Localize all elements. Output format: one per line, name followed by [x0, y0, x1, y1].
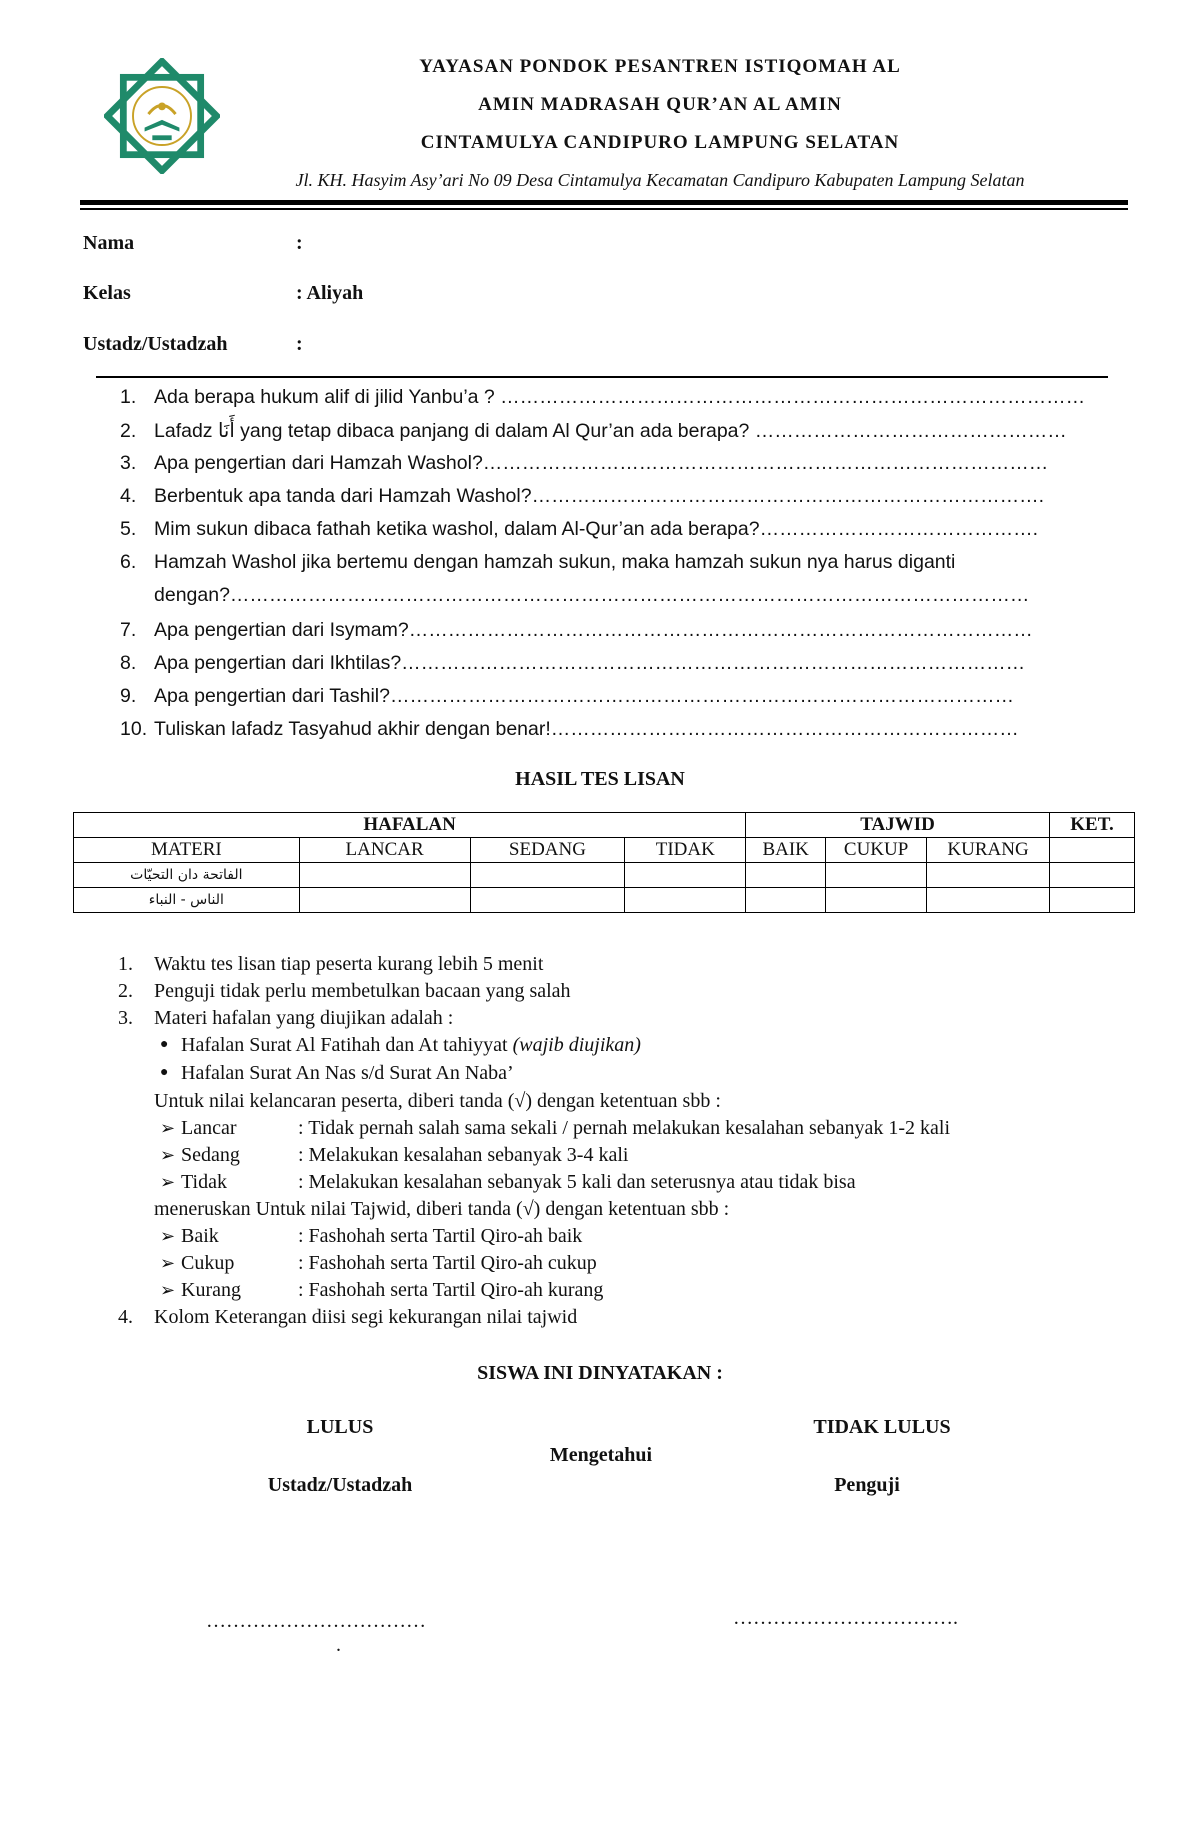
criteria-label-cukup: Cukup: [181, 1252, 235, 1274]
col-materi: MATERI: [74, 838, 300, 863]
cell-kurang[interactable]: [927, 888, 1050, 913]
criteria-desc-sedang: : Melakukan kesalahan sebanyak 3-4 kali: [298, 1144, 629, 1166]
materi-nas-naba: الناس - النباء: [74, 888, 300, 913]
question-item: 8. Apa pengertian dari Ikhtilas?……………………………………………………………………………………: [120, 652, 1026, 674]
question-item: 10. Tuliskan lafadz Tasyahud akhir dengan benar!………………………………………………………………: [120, 718, 1019, 740]
cell-kurang[interactable]: [927, 863, 1050, 888]
question-item: 5. Mim sukun dibaca fathah ketika washol, dalam Al-Qur’an ada berapa?…………………………………….: [120, 518, 1038, 540]
cell-lancar[interactable]: [299, 888, 470, 913]
kelas-label: Kelas: [83, 282, 131, 304]
ustadz-label: Ustadz/Ustadzah: [83, 333, 228, 355]
bullet-icon: ●: [160, 1037, 169, 1052]
table-row: [74, 863, 1135, 888]
cell-ket[interactable]: [1050, 863, 1135, 888]
cell-tidak[interactable]: [625, 888, 746, 913]
question-item: 3. Apa pengertian dari Hamzah Washol?……………………………………………………………………………: [120, 452, 1049, 474]
col-ket: KET.: [1050, 813, 1135, 838]
ustadz-signatory: Ustadz/Ustadzah: [267, 1474, 413, 1496]
materi-fatihah-tahiyyat: الفاتحة دان التحيّات: [74, 863, 300, 888]
table-group-row: [74, 813, 1135, 838]
note-number: 1.: [118, 953, 133, 975]
col-cukup: CUKUP: [826, 838, 927, 863]
question-item: 4. Berbentuk apa tanda dari Hamzah Washol?…………………………………………………………………….: [120, 485, 1045, 507]
nama-field[interactable]: :: [296, 232, 303, 254]
result-title: SISWA INI DINYATAKAN :: [477, 1362, 723, 1384]
cell-baik[interactable]: [746, 888, 826, 913]
ustadz-field[interactable]: :: [296, 333, 303, 355]
criteria-label-kurang: Kurang: [181, 1279, 241, 1301]
header-divider-thin: [80, 208, 1128, 210]
nama-label: Nama: [83, 232, 135, 254]
oral-test-title: HASIL TES LISAN: [515, 768, 685, 790]
criteria-label-tidak: Tidak: [181, 1171, 227, 1193]
arrow-right-icon: ➢: [160, 1172, 176, 1192]
cell-cukup[interactable]: [826, 863, 927, 888]
tidak-lulus-label: TIDAK LULUS: [813, 1416, 951, 1438]
question-item: 6. Hamzah Washol jika bertemu dengan hamzah sukun, maka hamzah sukun nya harus diganti: [120, 551, 956, 573]
criteria-label-baik: Baik: [181, 1225, 219, 1247]
arrow-right-icon: ➢: [160, 1226, 176, 1246]
arrow-right-icon: ➢: [160, 1253, 176, 1273]
signature-dot: .: [336, 1634, 341, 1656]
col-lancar: LANCAR: [299, 838, 470, 863]
col-ket-blank: [1050, 838, 1135, 863]
group-tajwid: TAJWID: [746, 813, 1050, 838]
cell-lancar[interactable]: [299, 863, 470, 888]
mengetahui-label: Mengetahui: [549, 1444, 653, 1466]
criteria-label-lancar: Lancar: [181, 1117, 237, 1139]
col-tidak: TIDAK: [625, 838, 746, 863]
criteria-desc-lancar: : Tidak pernah salah sama sekali / pernah melakukan kesalahan sebanyak 1-2 kali: [298, 1117, 951, 1139]
bullet-hafalan-2: Hafalan Surat An Nas s/d Surat An Naba’: [181, 1062, 514, 1084]
criteria-desc-cukup: : Fashohah serta Tartil Qiro-ah cukup: [298, 1252, 597, 1274]
kelancaran-intro: Untuk nilai kelancaran peserta, diberi tanda (√) dengan ketentuan sbb :: [154, 1090, 721, 1112]
signature-line-ustadz[interactable]: ……………………………: [206, 1610, 426, 1632]
kelas-field[interactable]: : Aliyah: [296, 282, 364, 304]
criteria-label-sedang: Sedang: [181, 1144, 240, 1166]
note-2: Penguji tidak perlu membetulkan bacaan yang salah: [154, 980, 571, 1002]
bullet-hafalan-1: Hafalan Surat Al Fatihah dan At tahiyyat (wajib diujikan): [181, 1034, 641, 1056]
header-line-2: AMIN MADRASAH QUR’AN AL AMIN: [478, 94, 842, 115]
arrow-right-icon: ➢: [160, 1118, 176, 1138]
bullet-icon: ●: [160, 1065, 169, 1080]
header-line-1: YAYASAN PONDOK PESANTREN ISTIQOMAH AL: [419, 56, 901, 77]
header-divider-thick: [80, 200, 1128, 205]
table-header-row: [74, 838, 1135, 863]
header-line-3: CINTAMULYA CANDIPURO LAMPUNG SELATAN: [420, 132, 900, 153]
question-item: 7. Apa pengertian dari Isymam?……………………………………………………………………………………: [120, 619, 1033, 641]
penguji-signatory: Penguji: [834, 1474, 900, 1496]
question-item: 2. Lafadz أَنَا yang tetap dibaca panjang di dalam Al Qur’an ada berapa? …………………………………………: [120, 420, 1067, 442]
criteria-desc-kurang: : Fashohah serta Tartil Qiro-ah kurang: [298, 1279, 604, 1301]
table-row: [74, 888, 1135, 913]
note-number: 3.: [118, 1007, 133, 1029]
oral-test-table: [73, 812, 1135, 913]
signature-line-penguji[interactable]: …………………………….: [733, 1607, 958, 1629]
note-3: Materi hafalan yang diujikan adalah :: [154, 1007, 454, 1029]
col-baik: BAIK: [746, 838, 826, 863]
cell-cukup[interactable]: [826, 888, 927, 913]
arrow-right-icon: ➢: [160, 1280, 176, 1300]
question-item: 9. Apa pengertian dari Tashil?……………………………………………………………………………………: [120, 685, 1014, 707]
note-4: Kolom Keterangan diisi segi kekurangan nilai tajwid: [154, 1306, 578, 1328]
note-number: 2.: [118, 980, 133, 1002]
identity-divider: [96, 376, 1108, 378]
criteria-desc-tidak: : Melakukan kesalahan sebanyak 5 kali dan seterusnya atau tidak bisa: [298, 1171, 856, 1193]
note-number: 4.: [118, 1306, 133, 1328]
col-sedang: SEDANG: [470, 838, 625, 863]
cell-tidak[interactable]: [625, 863, 746, 888]
group-hafalan: HAFALAN: [74, 813, 746, 838]
question-item: 1. Ada berapa hukum alif di jilid Yanbu’a ? ………………………………………………………………………………: [120, 386, 1086, 408]
question-continuation: dengan?……………………………………………………………………………………………………………: [154, 584, 1030, 606]
col-kurang: KURANG: [927, 838, 1050, 863]
header-address: Jl. KH. Hasyim Asy’ari No 09 Desa Cintamulya Kecamatan Candipuro Kabupaten Lampung Selatan: [295, 170, 1025, 190]
tajwid-intro: meneruskan Untuk nilai Tajwid, diberi tanda (√) dengan ketentuan sbb :: [154, 1198, 730, 1220]
cell-sedang[interactable]: [470, 888, 625, 913]
cell-baik[interactable]: [746, 863, 826, 888]
criteria-desc-baik: : Fashohah serta Tartil Qiro-ah baik: [298, 1225, 583, 1247]
note-1: Waktu tes lisan tiap peserta kurang lebih 5 menit: [154, 953, 544, 975]
arrow-right-icon: ➢: [160, 1145, 176, 1165]
cell-ket[interactable]: [1050, 888, 1135, 913]
lulus-label: LULUS: [306, 1416, 374, 1438]
cell-sedang[interactable]: [470, 863, 625, 888]
